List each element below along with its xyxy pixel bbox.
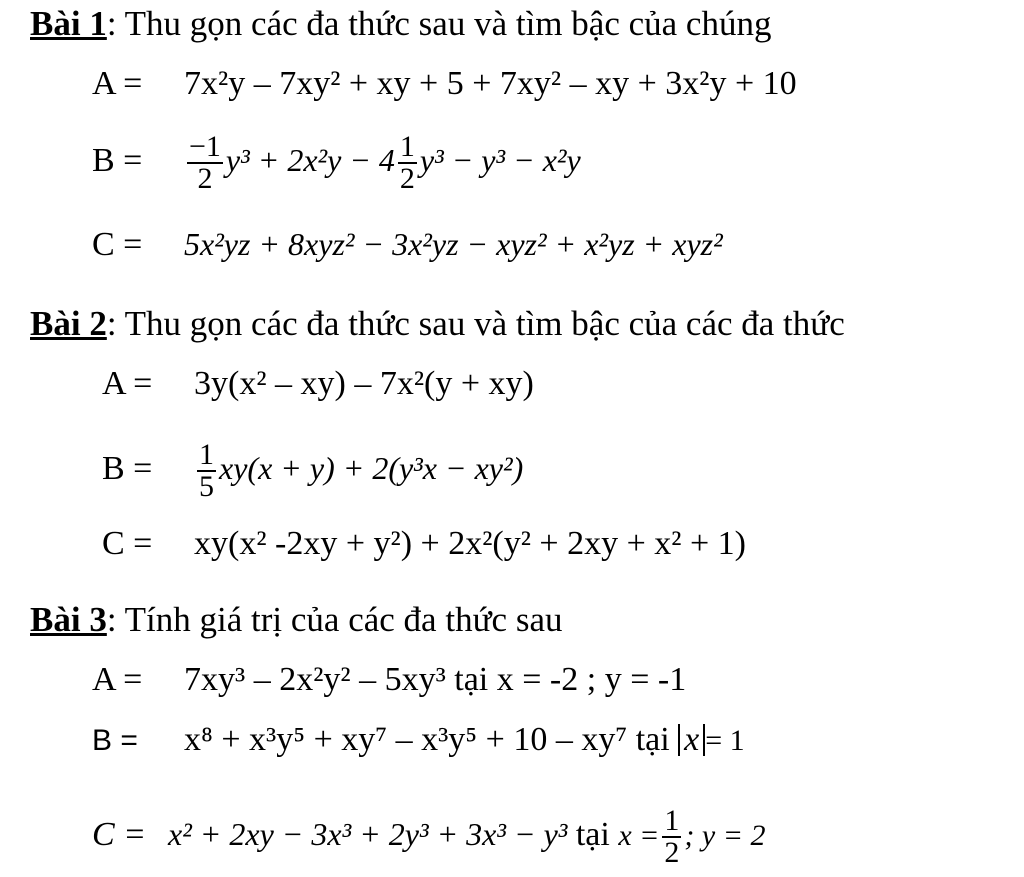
bai3-equation-a — [92, 660, 686, 700]
bai1-equation-b — [92, 132, 581, 194]
bai2-equation-a — [102, 364, 534, 404]
bai3-equation-b — [92, 720, 745, 761]
bai2-b-fraction — [197, 440, 216, 502]
bai1-a-rhs: 7x²y – 7xy² + xy + 5 + 7xy² – xy + 3x²y + 10 — [184, 65, 797, 102]
bai3-a-lhs: A = — [92, 661, 143, 698]
bai1-b-part2: y³ − y³ − x²y — [419, 141, 581, 178]
bai1-equation-c — [92, 224, 723, 265]
bai2-heading — [30, 304, 845, 344]
bai3-c-fraction — [662, 806, 681, 868]
bai3-c-y-eq: ; y = 2 — [684, 818, 766, 852]
bai2-b-rhs: xy(x + y) + 2(y³x − xy²) — [219, 449, 524, 486]
bai3-b-cond: = 1 — [705, 724, 745, 757]
bai2-instruction: : Thu gọn các đa thức sau và tìm bậc của các đa thức — [106, 304, 845, 343]
bai3-c-frac-num: 1 — [664, 804, 680, 837]
bai3-c-lhs: C = — [92, 815, 147, 853]
bai3-b-abs-var: x — [678, 724, 705, 756]
bai1-b-fraction-1 — [187, 132, 223, 194]
bai3-b-rhs: x⁸ + x³y⁵ + xy⁷ – x³y⁵ + 10 – xy⁷ — [184, 721, 628, 758]
bai2-a-lhs: A = — [102, 365, 153, 402]
bai1-heading — [30, 4, 771, 44]
bai2-equation-c — [102, 524, 746, 564]
bai1-b-part1: y³ + 2x²y − 4 — [225, 141, 395, 178]
bai1-equation-a — [92, 64, 797, 104]
bai3-heading — [30, 600, 562, 640]
bai1-b-fraction-2 — [398, 132, 417, 194]
bai1-b-frac1-den: 2 — [197, 162, 213, 195]
bai3-c-tai: tại — [575, 815, 610, 853]
bai1-b-lhs: B = — [92, 141, 143, 179]
bai3-equation-c — [92, 806, 765, 868]
bai3-c-rhs: x² + 2xy − 3x³ + 2y³ + 3x³ − y³ — [168, 815, 568, 852]
bai2-equation-b — [102, 440, 523, 502]
bai1-a-lhs: A = — [92, 65, 143, 102]
bai1-title: Bài 1 — [30, 4, 107, 43]
bai1-c-lhs: C = — [92, 226, 143, 263]
bai2-b-lhs: B = — [102, 449, 153, 487]
bai3-c-x-eq: x = — [618, 818, 660, 852]
bai1-c-rhs: 5x²yz + 8xyz² − 3x²yz − xyz² + x²yz + xyz² — [184, 226, 723, 262]
bai2-b-frac-num: 1 — [199, 438, 214, 471]
bai3-c-frac-den: 2 — [664, 836, 680, 869]
bai3-b-lhs: B = — [92, 724, 138, 757]
bai3-a-rhs: 7xy³ – 2x²y² – 5xy³ tại x = -2 ; y = -1 — [184, 661, 687, 698]
bai1-instruction: : Thu gọn các đa thức sau và tìm bậc của chúng — [106, 4, 772, 43]
bai2-c-lhs: C = — [102, 525, 153, 562]
bai3-instruction: : Tính giá trị của các đa thức sau — [106, 600, 563, 639]
bai1-b-frac1-num: −1 — [189, 130, 221, 163]
bai1-b-frac2-num: 1 — [399, 130, 415, 163]
bai3-b-tai: tại — [635, 721, 670, 758]
bai1-b-frac2-den: 2 — [399, 162, 415, 195]
bai2-b-frac-den: 5 — [199, 470, 214, 503]
bai2-title: Bài 2 — [30, 304, 107, 343]
bai3-title: Bài 3 — [30, 600, 107, 639]
bai2-c-rhs: xy(x² -2xy + y²) + 2x²(y² + 2xy + x² + 1) — [194, 525, 746, 562]
bai2-a-rhs: 3y(x² – xy) – 7x²(y + xy) — [194, 365, 534, 402]
